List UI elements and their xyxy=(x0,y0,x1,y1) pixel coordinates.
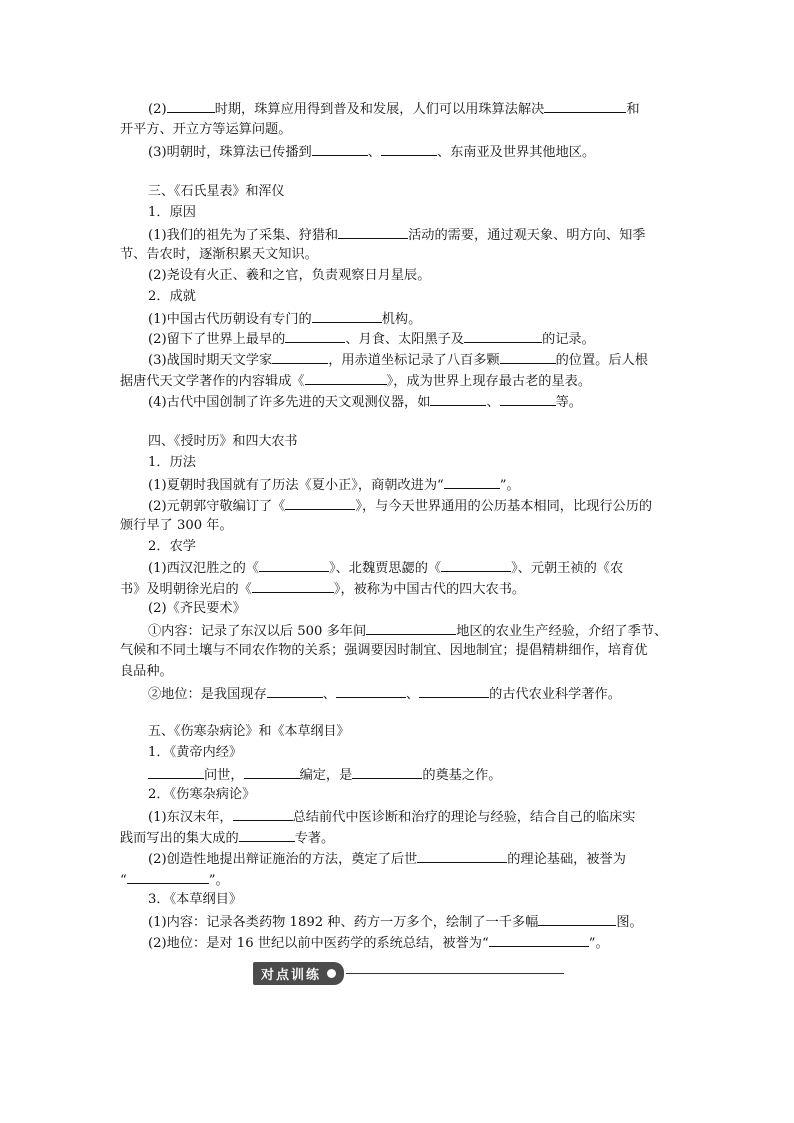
text-line: (1)内容：记录各类药物 1892 种、药方一万多个，绘制了一千多幅 图。 xyxy=(148,911,708,933)
practice-banner xyxy=(253,962,564,984)
blank[interactable] xyxy=(500,349,556,364)
subheading: 2．《伤寒杂病论》 xyxy=(148,787,256,802)
blank[interactable] xyxy=(127,869,209,884)
blank[interactable] xyxy=(489,932,589,947)
subheading: 1．原因 xyxy=(148,205,196,220)
blank[interactable] xyxy=(285,328,345,343)
text-line: 据唐代天文学著作的内容辑成《 》，成为世界上现存最古老的星表。 xyxy=(120,370,680,392)
divider xyxy=(346,973,564,974)
text-line: 问世， 编定，是 的奠基之作。 xyxy=(148,764,708,786)
subheading: 1．历法 xyxy=(148,455,196,470)
blank[interactable] xyxy=(430,391,486,406)
blank[interactable] xyxy=(272,349,328,364)
blank[interactable] xyxy=(259,557,329,572)
text-line: ①内容：记录了东汉以后 500 多年间 地区的农业生产经验，介绍了季节、 xyxy=(148,620,708,642)
text-line: “ ”。 xyxy=(120,869,680,891)
abacus-line-3: (3)明朝时，珠算法已传播到 、 、东南亚及世界其他地区。 xyxy=(148,141,708,163)
subheading: 2．农学 xyxy=(148,539,196,554)
blank[interactable] xyxy=(167,98,215,113)
blank[interactable] xyxy=(381,141,437,156)
text-line: (2)《齐民要术》 xyxy=(148,601,246,616)
blank[interactable] xyxy=(252,578,334,593)
blank[interactable] xyxy=(338,224,408,239)
text-line: (1)中国古代历朝设有专门的 机构。 xyxy=(148,308,708,330)
blank[interactable] xyxy=(441,557,511,572)
abacus-line-1: (2) 时期，珠算应用得到普及和发展，人们可以用珠算法解决 和 xyxy=(148,98,708,120)
blank[interactable] xyxy=(336,683,406,698)
text-line: (1)夏朝时我国就有了历法《夏小正》，商朝改进为“ ”。 xyxy=(148,474,708,496)
text-line: (3)战国时期天文学家 ，用赤道坐标记录了八百多颗 的位置。后人根 xyxy=(148,349,708,371)
abacus-line-2: 开平方、开立方等运算问题。 xyxy=(120,122,292,137)
blank[interactable] xyxy=(538,911,616,926)
text-line: (2)地位：是对 16 世纪以前中医药学的系统总结，被誉为“ ”。 xyxy=(148,932,708,954)
bullet-icon xyxy=(327,969,336,978)
text-line: 颁行早了 300 年。 xyxy=(120,518,233,533)
text-line: (1)西汉氾胜之的《 》、北魏贾思勰的《 》、元朝王祯的《农 xyxy=(148,557,708,579)
blank[interactable] xyxy=(285,495,355,510)
blank[interactable] xyxy=(305,370,387,385)
blank[interactable] xyxy=(444,474,500,489)
text-line: ②地位：是我国现存 、 、 的古代农业科学著作。 xyxy=(148,683,708,705)
blank[interactable] xyxy=(366,620,456,635)
text-line: (2)留下了世界上最早的 、月食、太阳黑子及 的记录。 xyxy=(148,328,708,350)
subheading: 1．《黄帝内经》 xyxy=(148,745,243,760)
text-line: (4)古代中国创制了许多先进的天文观测仪器，如 、 等。 xyxy=(148,391,708,413)
section-heading: 四、《授时历》和四大农书 xyxy=(148,434,298,449)
section-heading: 三、《石氏星表》和浑仪 xyxy=(148,184,285,199)
blank[interactable] xyxy=(312,141,368,156)
subheading: 3．《本草纲目》 xyxy=(148,892,243,907)
text-line: 书》及明朝徐光启的《 》，被称为中国古代的四大农书。 xyxy=(120,578,680,600)
section-heading: 五、《伤寒杂病论》和《本草纲目》 xyxy=(148,724,350,739)
blank[interactable] xyxy=(544,98,626,113)
text-line: (2)元朝郭守敬编订了《 》，与今天世界通用的公历基本相同，比现行公历的 xyxy=(148,495,708,517)
banner-text: 对点训练 xyxy=(261,967,322,983)
subheading: 2．成就 xyxy=(148,289,196,304)
blank[interactable] xyxy=(239,827,295,842)
blank[interactable] xyxy=(267,683,323,698)
text-line: 气候和不同土壤与不同农作物的关系；强调要因时制宜、因地制宜；提倡精耕细作，培育优 xyxy=(120,643,648,658)
blank[interactable] xyxy=(417,848,507,863)
blank[interactable] xyxy=(500,391,556,406)
blank[interactable] xyxy=(148,764,204,779)
blank[interactable] xyxy=(233,806,293,821)
text-line: (2)尧设有火正、羲和之官，负责观察日月星辰。 xyxy=(148,268,431,283)
text-line: 践而写出的集大成的 专著。 xyxy=(120,827,680,849)
blank[interactable] xyxy=(419,683,489,698)
blank[interactable] xyxy=(464,328,542,343)
blank[interactable] xyxy=(352,764,422,779)
text-line: (1)我们的祖先为了采集、狩猎和 活动的需要，通过观天象、明方向、知季 xyxy=(148,224,708,246)
blank[interactable] xyxy=(312,308,382,323)
text-line: 节、告农时，逐渐积累天文知识。 xyxy=(120,247,318,262)
text-line: (2)创造性地提出辩证施治的方法，奠定了后世 的理论基础，被誉为 xyxy=(148,848,708,870)
banner-label xyxy=(253,962,344,985)
blank[interactable] xyxy=(244,764,300,779)
text-line: 良品种。 xyxy=(120,664,173,679)
text-line: (1)东汉末年， 总结前代中医诊断和治疗的理论与经验，结合自己的临床实 xyxy=(148,806,708,828)
